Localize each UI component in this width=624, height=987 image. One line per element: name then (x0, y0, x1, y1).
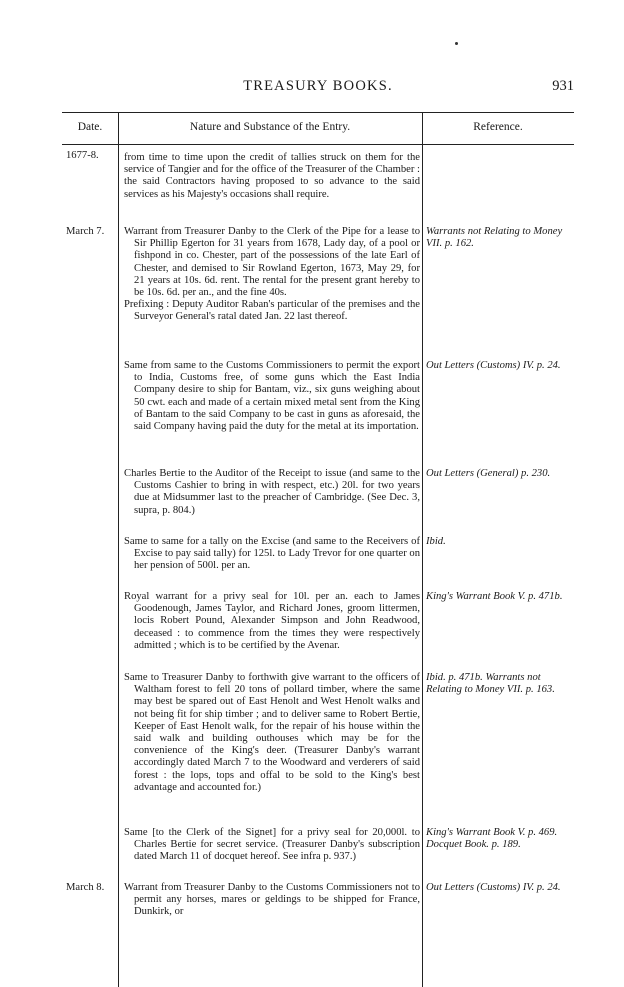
ink-speck (455, 42, 458, 45)
entry-paragraph: Same from same to the Customs Commissioners to permit the export to India, Customs free, of some guns which the East India Company desire to ship for Bantam, viz., six guns weighing about 50 cwt. each and made of a certain mixed metal sent from the King of Bantam to the said Company to be cast in guns as aforesaid, the said Company having paid the duty for the metal at its importation. (124, 360, 420, 433)
reference-column-rule (422, 112, 423, 987)
entry-text (124, 360, 420, 433)
entry-reference: Out Letters (Customs) IV. p. 24. (426, 882, 561, 893)
entry-paragraph: Warrant from Treasurer Danby to the Customs Commissioners not to permit any horses, mares or geldings to be shipped for France, Dunkirk, or (124, 882, 420, 918)
entry-reference: Ibid. p. 471b. Warrants not Relating to Money VII. p. 163. (426, 672, 555, 696)
entry-text (124, 672, 420, 794)
column-header-reference: Reference. (473, 121, 523, 133)
entry-paragraph: from time to time upon the credit of tallies struck on them for the service of Tangier and for the office of the Treasurer of the Chamber : the said Contractors having proposed to so advance to the said services as his Majesty's occasions shall require. (124, 152, 420, 200)
entry-reference: Out Letters (General) p. 230. (426, 468, 551, 479)
page-header (62, 78, 574, 98)
entry-paragraph: Royal warrant for a privy seal for 10l. per an. each to James Goodenough, James Taylor, and Richard Jones, groom littermen, locis Robert Pound, Alexander Simpson and John Readwood, deceased : to commence from the times they were respectively admitted ; which is to be certified by the Avenar. (124, 591, 420, 651)
table-top-rule (62, 112, 574, 113)
page-number: 931 (552, 78, 574, 94)
entry-date: March 7. (66, 226, 105, 237)
entry-reference: Out Letters (Customs) IV. p. 24. (426, 360, 561, 371)
column-header-nature: Nature and Substance of the Entry. (189, 121, 351, 133)
entry-paragraph: Warrant from Treasurer Danby to the Clerk of the Pipe for a lease to Sir Phillip Egerton for 31 years from 1678, Lady day, of a pool or fishpond in co. Chester, part of the possessions of the late Earl of Chester, and demised to Sir Rowland Egerton, 1673, May 29, for 21 years at 10s. 6d. rent. The rental for the present grant hereby to be 10s. 6d. per an., and the fine 40s. (124, 226, 420, 299)
entry-text (124, 468, 420, 517)
entry-date: March 8. (66, 882, 105, 893)
date-column-rule (118, 112, 119, 987)
entry-paragraph: Same to Treasurer Danby to forthwith give warrant to the officers of Waltham forest to fell 20 tons of pollard timber, where the same may best be spared out of East Henolt and West Henolt walks and not being fit for ship timber ; and to deliver same to Robert Bertie, Keeper of East Henolt walk, for the repair of his house within the said walk and building outhouses which may be for the convenience of the King's deer. (Treasurer Danby's warrant accordingly dated March 7 to the Woodward and verderers of said forest : the lops, tops and offal to be sold to the King's best advantage and accounted for.) (124, 672, 420, 793)
entry-paragraph: Same to same for a tally on the Excise (and same to the Receivers of Excise to pay said tally) for 125l. to Lady Trevor for one quarter on her pension of 500l. per an. (124, 536, 420, 572)
table-header-rule (62, 144, 574, 145)
entry-text (124, 152, 420, 201)
column-header-date: Date. (77, 121, 103, 133)
entry-reference: King's Warrant Book V. p. 469. Docquet Book. p. 189. (426, 827, 558, 851)
entry-reference: King's Warrant Book V. p. 471b. (426, 591, 563, 602)
entry-date: 1677-8. (66, 150, 99, 161)
entry-text (124, 591, 420, 652)
entry-reference: Ibid. (426, 536, 446, 547)
entry-text (124, 827, 420, 864)
entry-text (124, 226, 420, 324)
entries-table (62, 112, 574, 987)
entry-text (124, 882, 420, 919)
entry-reference: Warrants not Relating to Money VII. p. 162. (426, 226, 563, 250)
entry-paragraph: Charles Bertie to the Auditor of the Receipt to issue (and same to the Customs Cashier to bring in with respect, etc.) 20l. for two years due at Midsummer last to the preacher of Cambridge. (See Dec. 3, supra, p. 804.) (124, 468, 420, 516)
entry-paragraph: Same [to the Clerk of the Signet] for a privy seal for 20,000l. to Charles Bertie for secret service. (Treasurer Danby's subscription dated March 11 of docquet hereof. See infra p. 937.) (124, 827, 420, 863)
running-title: TREASURY BOOKS. (243, 78, 393, 94)
entry-text (124, 536, 420, 573)
entry-prefixing: Prefixing : Deputy Auditor Raban's particular of the premises and the Surveyor General's ratal dated Jan. 22 last thereof. (124, 299, 420, 323)
